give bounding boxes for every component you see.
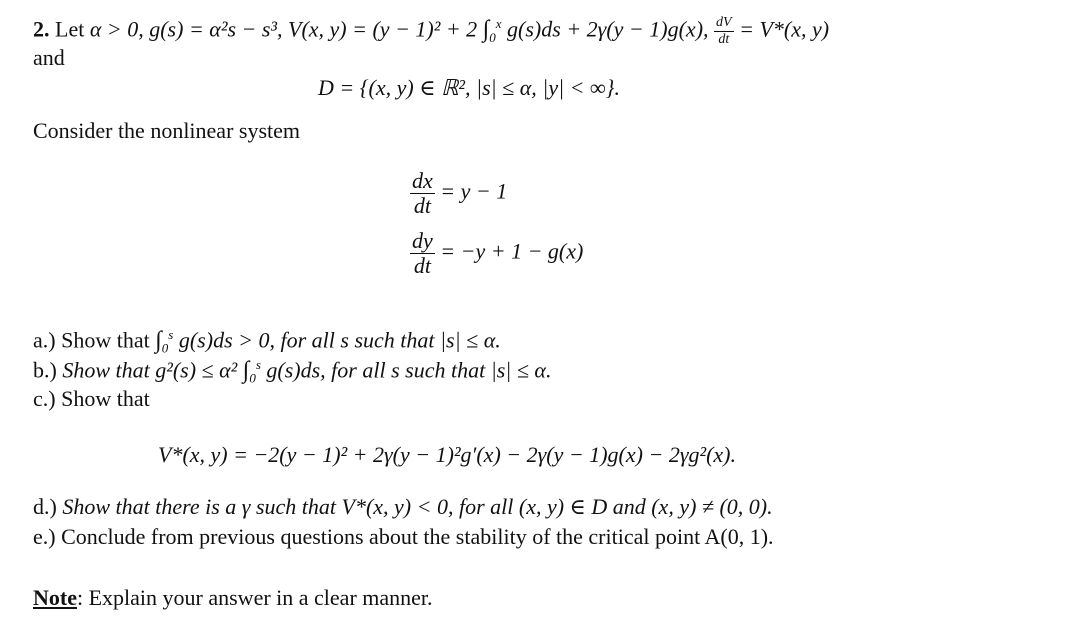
part-b-text-start: Show that g²(s) ≤ α² bbox=[62, 357, 243, 383]
part-c-label: c.) bbox=[33, 386, 56, 411]
dydt-rhs: = −y + 1 − g(x) bbox=[440, 238, 584, 264]
part-c bbox=[33, 388, 150, 410]
part-a bbox=[33, 328, 501, 355]
Vstar-equality: = V*(x, y) bbox=[733, 16, 830, 42]
domain-definition: D = {(x, y) ∈ ℝ², |s| ≤ α, |y| < ∞}. bbox=[318, 75, 620, 100]
dxdt-rhs: = y − 1 bbox=[440, 178, 508, 204]
part-b-label: b.) bbox=[33, 357, 57, 383]
intro-text: Let bbox=[55, 16, 90, 42]
problem-statement-line bbox=[33, 16, 829, 47]
integral-sign: ∫ bbox=[242, 357, 250, 384]
part-a-text-start: Show that bbox=[61, 327, 156, 353]
part-a-text-end: g(s)ds > 0, for all s such that |s| ≤ α. bbox=[173, 327, 501, 353]
part-e bbox=[33, 526, 774, 548]
V-definition: V(x, y) = (y − 1)² + 2 bbox=[288, 16, 483, 42]
and-text: and bbox=[33, 45, 65, 70]
part-b bbox=[33, 358, 551, 385]
alpha-condition: α > 0, bbox=[89, 16, 150, 42]
note bbox=[33, 587, 433, 609]
part-b-text-end: g(s)ds, for all s such that |s| ≤ α. bbox=[260, 357, 552, 383]
integral-lower-bound: 0 bbox=[489, 29, 496, 45]
part-d bbox=[33, 496, 773, 518]
equation-dx-dt bbox=[410, 170, 507, 217]
integral-upper-bound: s bbox=[255, 357, 261, 372]
note-text: : Explain your answer in a clear manner. bbox=[76, 585, 433, 610]
note-label: Note bbox=[33, 585, 77, 610]
integral-sign: ∫ bbox=[482, 16, 490, 43]
g-definition: g(s) = α²s − s³, bbox=[149, 16, 289, 42]
integral-lower-bound: 0 bbox=[161, 340, 169, 356]
equation-dy-dt bbox=[410, 230, 583, 277]
dxdt-fraction: $\frac{dx}{dt}$ bbox=[412, 168, 433, 218]
vstar-expression: V*(x, y) = −2(y − 1)² + 2γ(y − 1)²g′(x) − 2γ(y − 1)g(x) − 2γg²(x). bbox=[158, 442, 736, 467]
dVdt-fraction: $\frac{dV}{dt}$ bbox=[716, 15, 732, 47]
integral-sign: ∫ bbox=[155, 327, 162, 354]
part-c-text: Show that bbox=[61, 386, 150, 411]
integral-upper-bound: x bbox=[495, 16, 502, 32]
part-d-label: d.) bbox=[33, 494, 57, 519]
part-d-text: Show that there is a γ such that V*(x, y) < 0, for all (x, y) ∈ D and (x, y) ≠ (0, 0). bbox=[62, 494, 773, 519]
dydt-fraction: $\frac{dy}{dt}$ bbox=[412, 228, 433, 278]
integral-upper-bound: s bbox=[168, 327, 174, 342]
part-a-label: a.) bbox=[33, 327, 56, 353]
part-e-text: Conclude from previous questions about the stability of the critical point A(0, 1). bbox=[61, 524, 774, 549]
integral-lower-bound: 0 bbox=[249, 370, 256, 386]
consider-text: Consider the nonlinear system bbox=[33, 118, 301, 143]
V-definition-tail: g(s)ds + 2γ(y − 1)g(x), bbox=[501, 16, 715, 42]
part-e-label: e.) bbox=[33, 524, 56, 549]
problem-number: 2. bbox=[33, 16, 50, 42]
